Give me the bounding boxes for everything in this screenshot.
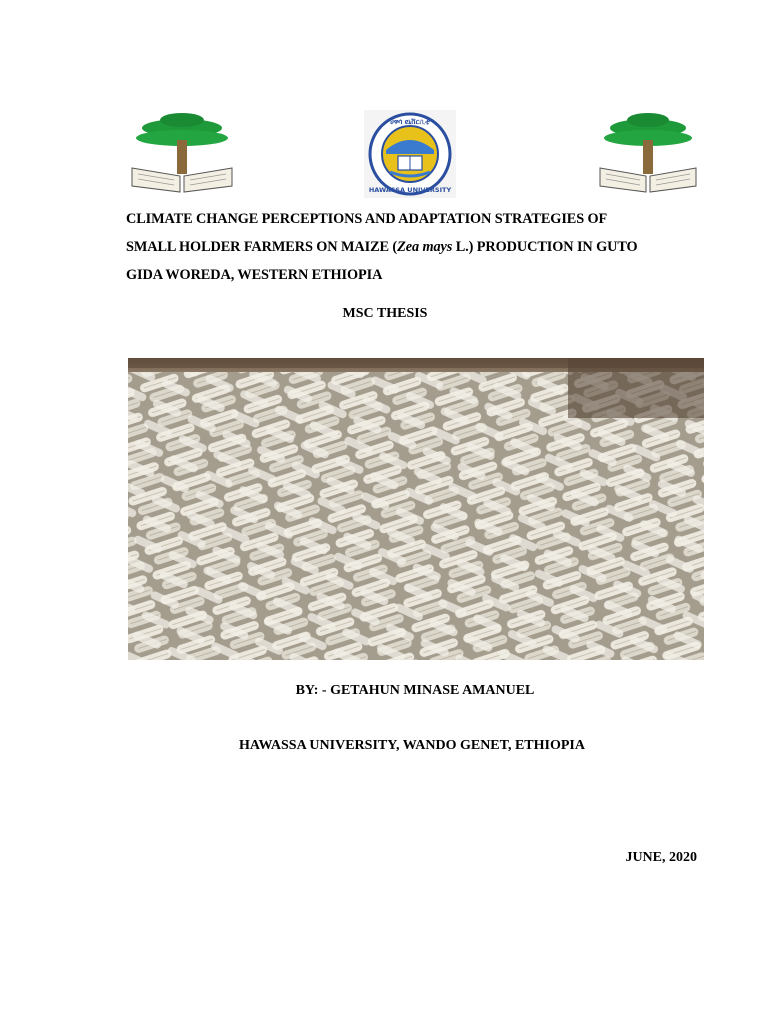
title-line-2-start: SMALL HOLDER FARMERS ON MAIZE (	[126, 239, 398, 255]
hawassa-university-seal	[364, 110, 456, 198]
svg-text:HAWASSA UNIVERSITY: HAWASSA UNIVERSITY	[368, 186, 452, 194]
author-line: BY: - GETAHUN MINASE AMANUEL	[295, 683, 535, 698]
scientific-name: Zea mays	[397, 239, 453, 255]
tree-book-logo-left	[128, 110, 236, 194]
title-line-3: GIDA WOREDA, WESTERN ETHIOPIA	[126, 267, 383, 283]
thesis-title	[126, 205, 726, 289]
title-line-2	[126, 233, 726, 261]
svg-text:ሀዋሳ ዩኒቨርሲቲ: ሀዋሳ ዩኒቨርሲቲ	[390, 118, 430, 126]
submission-date: JUNE, 2020	[625, 850, 697, 865]
institution-line: HAWASSA UNIVERSITY, WANDO GENET, ETHIOPIA	[239, 738, 585, 753]
title-line-1: CLIMATE CHANGE PERCEPTIONS AND ADAPTATION STRATEGIES OF	[126, 211, 608, 227]
title-line-2-end: L.) PRODUCTION IN GUTO	[452, 239, 638, 255]
maize-cobs-photo	[128, 358, 704, 660]
tree-book-logo-right	[596, 110, 700, 194]
thesis-label: MSC THESIS	[342, 306, 428, 321]
